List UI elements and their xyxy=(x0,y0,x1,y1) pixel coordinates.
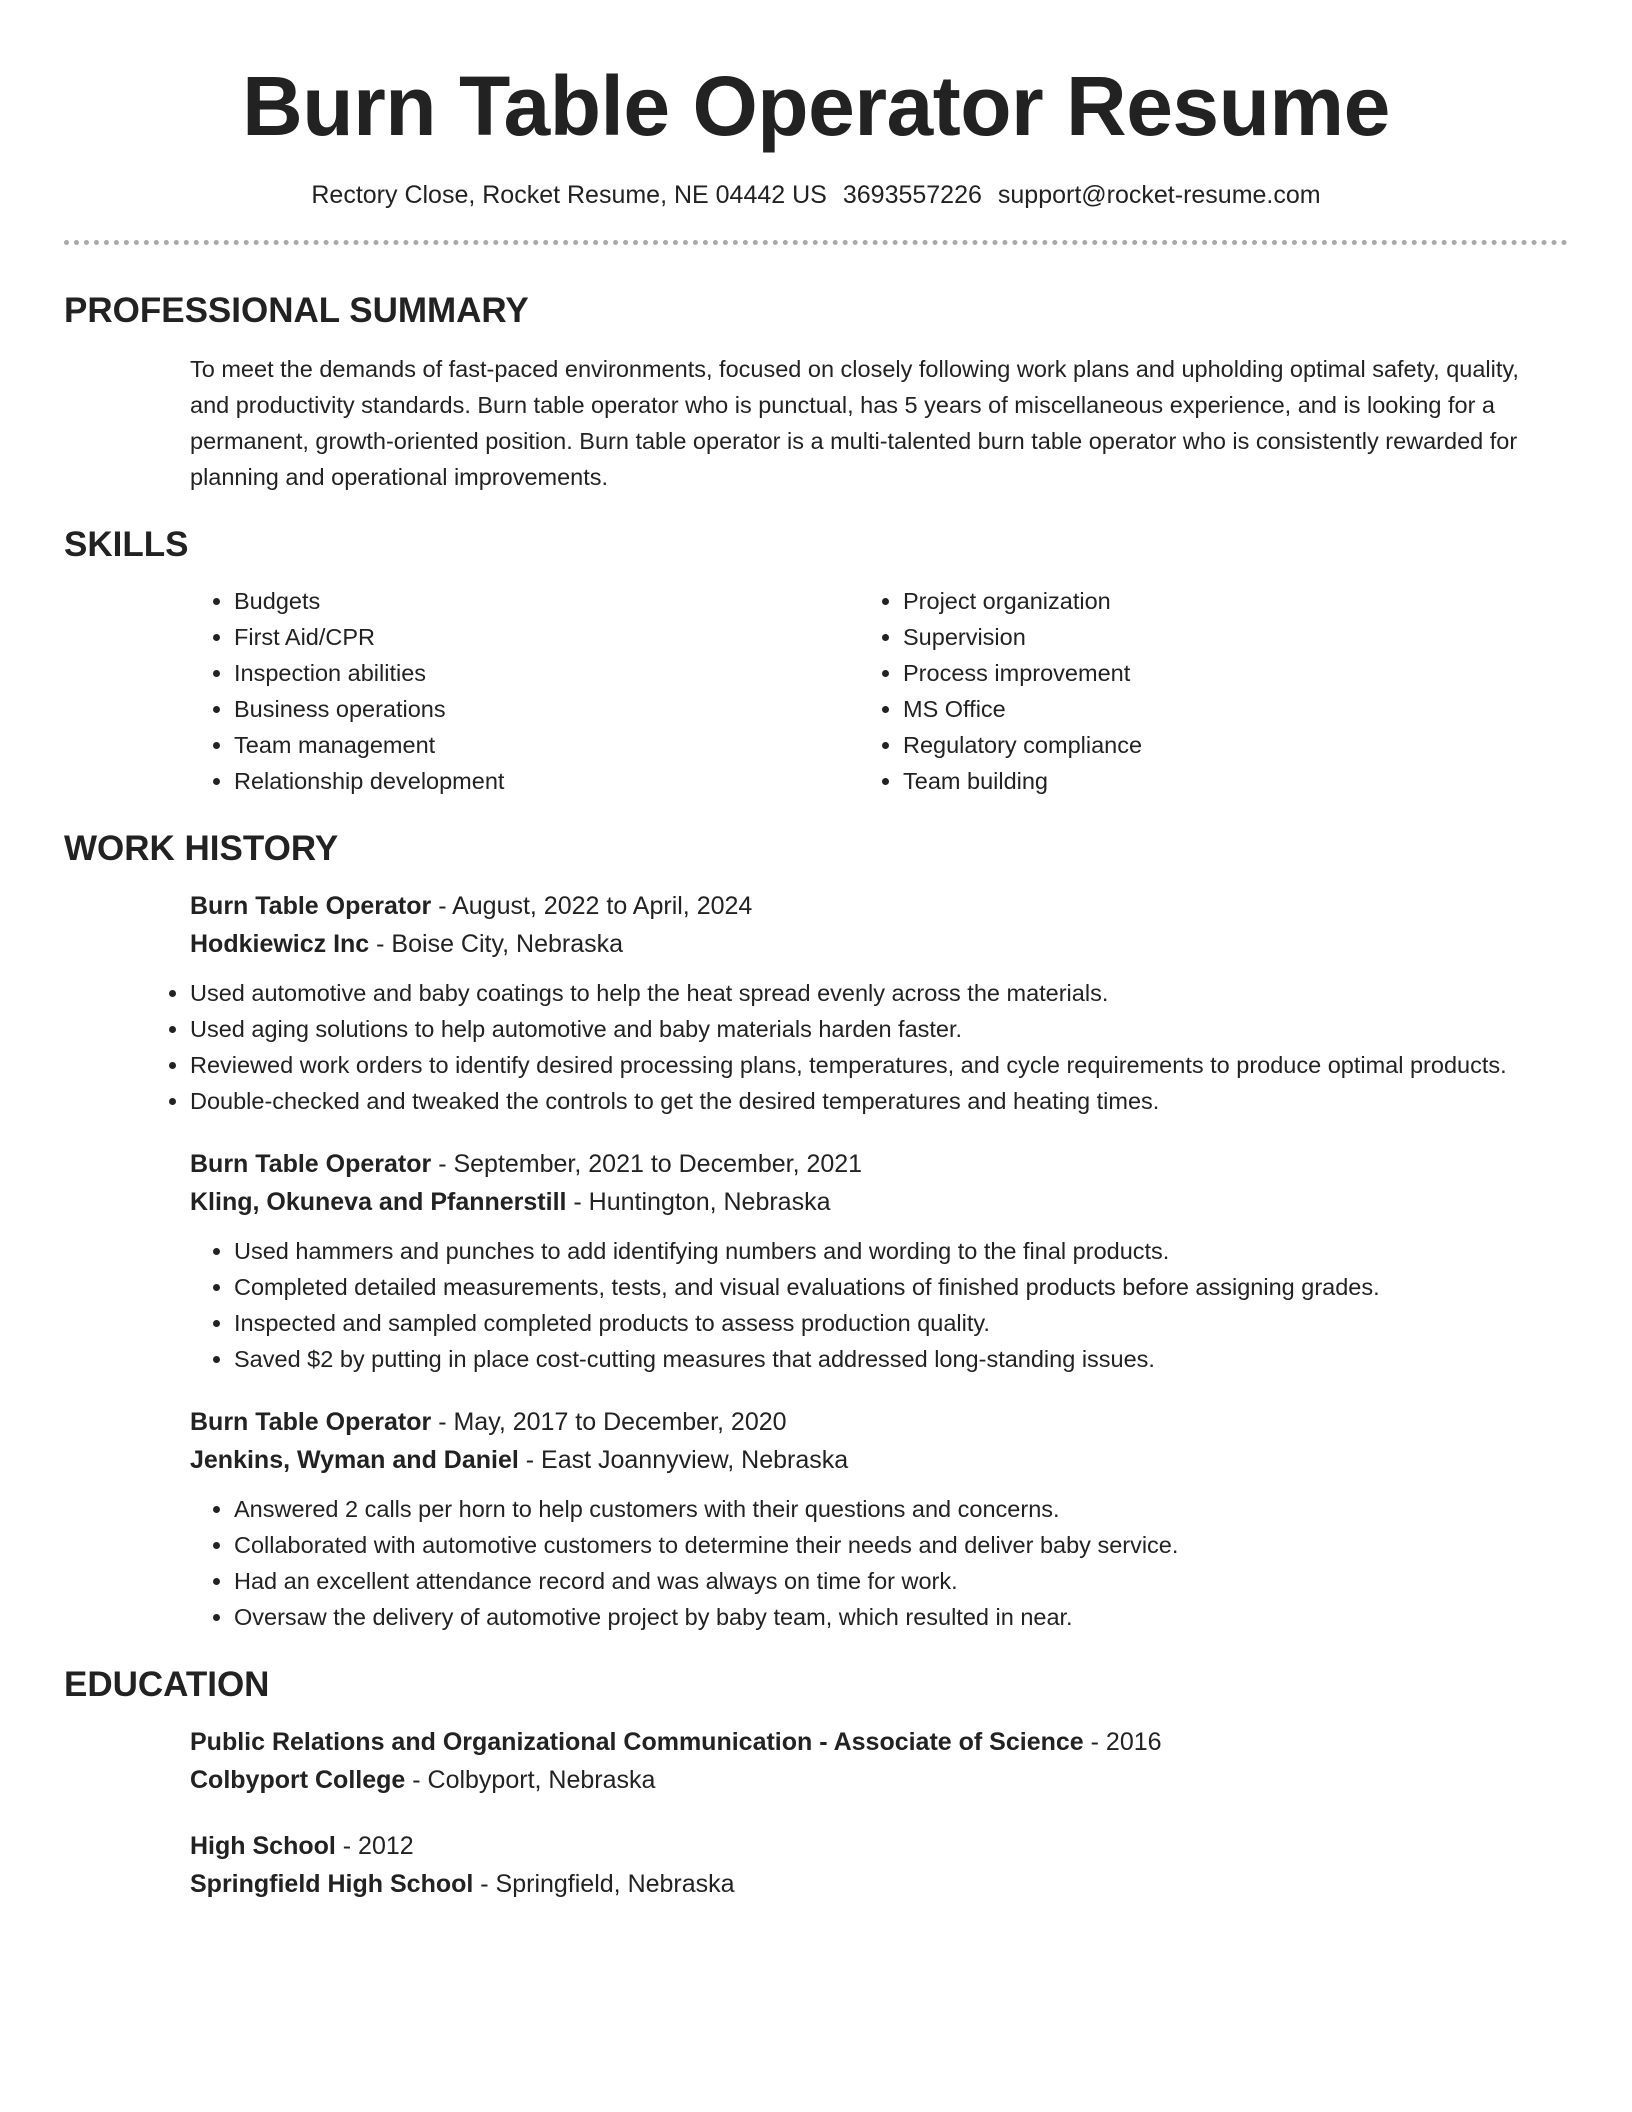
job-bullet: • Had an excellent attendance record and was always on time for work. xyxy=(234,1563,1528,1599)
skill-item: • Team management xyxy=(234,727,859,763)
job-entry xyxy=(190,1145,1528,1377)
skill-item: • First Aid/CPR xyxy=(234,619,859,655)
job-dates: - August, 2022 to April, 2024 xyxy=(431,892,753,920)
job-company-line xyxy=(190,1183,1528,1221)
skills-heading: SKILLS xyxy=(64,525,189,564)
education-year: - 2012 xyxy=(335,1832,414,1860)
job-bullet: • Inspected and sampled completed products to assess production quality. xyxy=(234,1305,1528,1341)
job-title: Burn Table Operator xyxy=(190,1150,432,1178)
job-bullet: • Oversaw the delivery of automotive project by baby team, which resulted in near. xyxy=(234,1599,1528,1635)
education-entry xyxy=(190,1723,1528,1799)
skill-item: • Project organization xyxy=(903,583,1528,619)
skills-section xyxy=(64,523,1568,799)
contact-line xyxy=(64,178,1568,212)
job-title-line xyxy=(190,1403,1528,1441)
job-company-line xyxy=(190,925,1528,963)
job-location: - Boise City, Nebraska xyxy=(369,930,624,958)
job-location: - East Joannyview, Nebraska xyxy=(518,1446,849,1474)
contact-phone: 3693557226 xyxy=(842,181,982,209)
job-company-line xyxy=(190,1441,1528,1479)
education-degree: High School xyxy=(190,1832,336,1860)
job-bullet: • Saved $2 by putting in place cost-cutting measures that addressed long-standing issues. xyxy=(234,1341,1528,1377)
education-heading: EDUCATION xyxy=(64,1665,270,1704)
skill-item: • Supervision xyxy=(903,619,1528,655)
job-bullet: • Used hammers and punches to add identifying numbers and wording to the final products. xyxy=(234,1233,1528,1269)
skill-item: • Inspection abilities xyxy=(234,655,859,691)
skill-item: • Business operations xyxy=(234,691,859,727)
contact-email[interactable]: support@rocket-resume.com xyxy=(997,181,1321,209)
job-bullets xyxy=(146,975,1528,1119)
job-entry xyxy=(190,887,1528,1119)
job-company: Jenkins, Wyman and Daniel xyxy=(190,1446,519,1474)
skill-item: • Regulatory compliance xyxy=(903,727,1528,763)
job-location: - Huntington, Nebraska xyxy=(566,1188,831,1216)
resume-title: Burn Table Operator Resume xyxy=(242,59,1390,153)
work-history-heading: WORK HISTORY xyxy=(64,829,339,868)
job-bullet: • Reviewed work orders to identify desired processing plans, temperatures, and cycle requirements to produce optimal products. xyxy=(190,1047,1528,1083)
contact-address: Rectory Close, Rocket Resume, NE 04442 US xyxy=(311,181,827,209)
job-title: Burn Table Operator xyxy=(190,1408,432,1436)
skill-item: • Process improvement xyxy=(903,655,1528,691)
education-entry xyxy=(190,1827,1528,1903)
job-bullet: • Used aging solutions to help automotive and baby materials harden faster. xyxy=(190,1011,1528,1047)
education-school-line xyxy=(190,1865,1528,1903)
summary-heading: PROFESSIONAL SUMMARY xyxy=(64,291,529,330)
education-location: - Colbyport, Nebraska xyxy=(405,1766,656,1794)
job-bullets xyxy=(190,1491,1528,1635)
job-title-line xyxy=(190,1145,1528,1183)
job-bullet: • Answered 2 calls per horn to help customers with their questions and concerns. xyxy=(234,1491,1528,1527)
job-title-line xyxy=(190,887,1528,925)
job-entry xyxy=(190,1403,1528,1635)
summary-section xyxy=(64,289,1568,495)
skills-list-left xyxy=(190,583,859,799)
job-bullet: • Used automotive and baby coatings to help the heat spread evenly across the materials. xyxy=(190,975,1528,1011)
skill-item: • Relationship development xyxy=(234,763,859,799)
education-degree-line xyxy=(190,1827,1528,1865)
education-location: - Springfield, Nebraska xyxy=(473,1870,735,1898)
work-history-section xyxy=(64,827,1568,1635)
job-company: Hodkiewicz Inc xyxy=(190,930,370,958)
education-degree-line xyxy=(190,1723,1528,1761)
education-year: - 2016 xyxy=(1083,1728,1162,1756)
education-school-line xyxy=(190,1761,1528,1799)
skill-item: • MS Office xyxy=(903,691,1528,727)
job-company: Kling, Okuneva and Pfannerstill xyxy=(190,1188,567,1216)
job-bullet: • Completed detailed measurements, tests, and visual evaluations of finished products before assigning grades. xyxy=(234,1269,1528,1305)
job-bullets xyxy=(190,1233,1528,1377)
job-dates: - September, 2021 to December, 2021 xyxy=(431,1150,863,1178)
skill-item: • Budgets xyxy=(234,583,859,619)
summary-text: To meet the demands of fast-paced environments, focused on closely following work plans and upholding optimal safety, quality, and productivity standards. Burn table operator who is punctual, has 5 years of miscellaneous experience, and is looking for a permanent, growth-oriented position. Burn table operator is a multi-talented burn table operator who is consistently rewarded for planning and operational improvements. xyxy=(190,356,1519,490)
job-bullet: • Double-checked and tweaked the controls to get the desired temperatures and heating times. xyxy=(190,1083,1528,1119)
skill-item: • Team building xyxy=(903,763,1528,799)
skills-list-right xyxy=(859,583,1528,799)
job-bullet: • Collaborated with automotive customers to determine their needs and deliver baby service. xyxy=(234,1527,1528,1563)
education-school: Springfield High School xyxy=(190,1870,474,1898)
skills-columns xyxy=(64,583,1568,799)
job-dates: - May, 2017 to December, 2020 xyxy=(431,1408,787,1436)
job-title: Burn Table Operator xyxy=(190,892,432,920)
education-degree: Public Relations and Organizational Communication - Associate of Science xyxy=(190,1728,1084,1756)
education-section xyxy=(64,1663,1568,1903)
header-divider xyxy=(64,240,1568,245)
education-school: Colbyport College xyxy=(190,1766,406,1794)
